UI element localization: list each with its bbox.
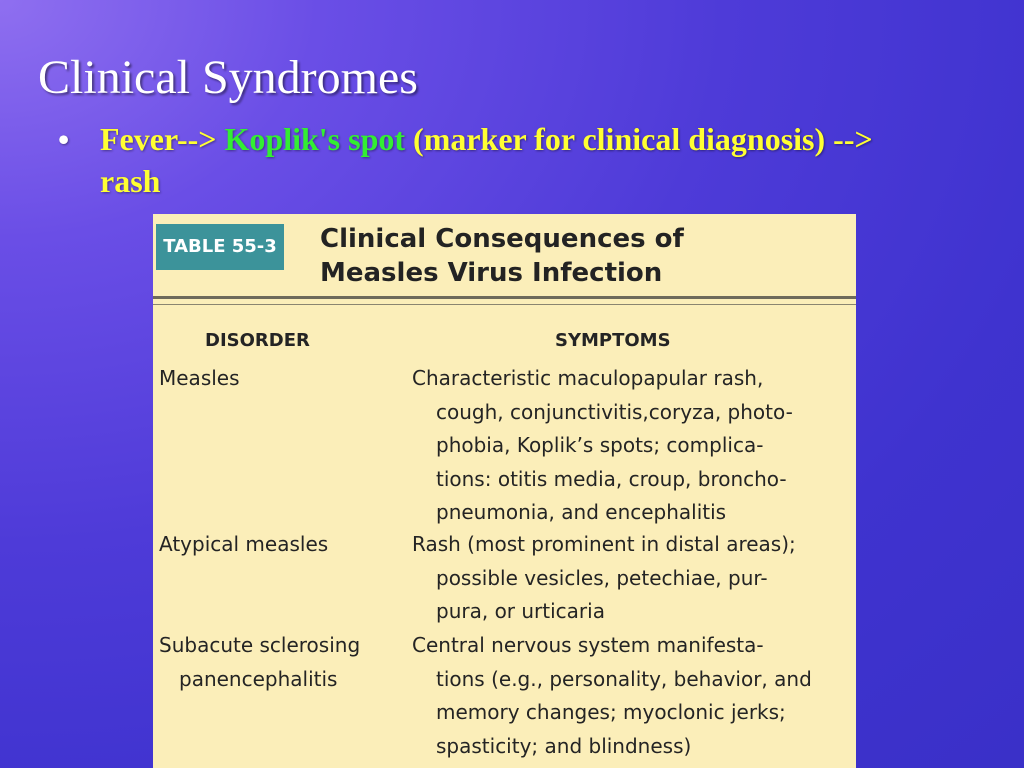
symptom-line: memory changes; myoclonic jerks; (436, 700, 786, 724)
symptom-line: Rash (most prominent in distal areas); (412, 532, 796, 556)
bullet-marker: • (58, 121, 70, 157)
symptom-line: pneumonia, and encephalitis (436, 500, 727, 524)
table-number-tag: TABLE 55-3 (156, 224, 284, 270)
table-title-line: Clinical Consequences of (320, 224, 684, 254)
disorder-line: Measles (159, 366, 240, 390)
symptom-line: Central nervous system manifesta- (412, 633, 764, 657)
symptom-line: phobia, Koplik’s spots; complica- (436, 433, 764, 457)
bullet-text-rest: (marker for clinical diagnosis) --> rash (100, 121, 873, 199)
table-rule (153, 296, 856, 299)
table-cell-disorder (159, 362, 389, 396)
table-cell-disorder (159, 528, 389, 562)
symptom-line: possible vesicles, petechiae, pur- (436, 565, 768, 590)
table-cell-symptoms (412, 362, 852, 530)
column-header-disorder: DISORDER (205, 330, 310, 351)
bullet-text-koplik: Koplik's spot (224, 121, 406, 157)
symptom-line: pura, or urticaria (436, 599, 605, 623)
measles-table-image (153, 214, 856, 768)
symptom-line: cough, conjunctivitis,coryza, photo- (436, 399, 793, 424)
symptom-line: spasticity; and blindness) (436, 733, 692, 758)
table-title-line: Measles Virus Infection (320, 258, 663, 288)
table-cell-symptoms (412, 629, 852, 763)
disorder-line: Atypical measles (159, 532, 329, 556)
column-header-symptoms: SYMPTOMS (555, 330, 671, 351)
bullet-text (100, 118, 880, 202)
disorder-line: Subacute sclerosing (159, 633, 361, 657)
bullet-text-fever: Fever--> (100, 121, 225, 157)
symptom-line: tions: otitis media, croup, broncho- (436, 466, 787, 491)
symptom-line: Characteristic maculopapular rash, (412, 366, 764, 390)
table-rule (153, 304, 856, 305)
symptom-line: tions (e.g., personality, behavior, and (436, 666, 812, 691)
slide-title: Clinical Syndromes (38, 51, 418, 104)
disorder-line: panencephalitis (179, 666, 338, 691)
table-cell-disorder (159, 629, 389, 696)
table-title (320, 222, 840, 290)
table-cell-symptoms (412, 528, 852, 629)
